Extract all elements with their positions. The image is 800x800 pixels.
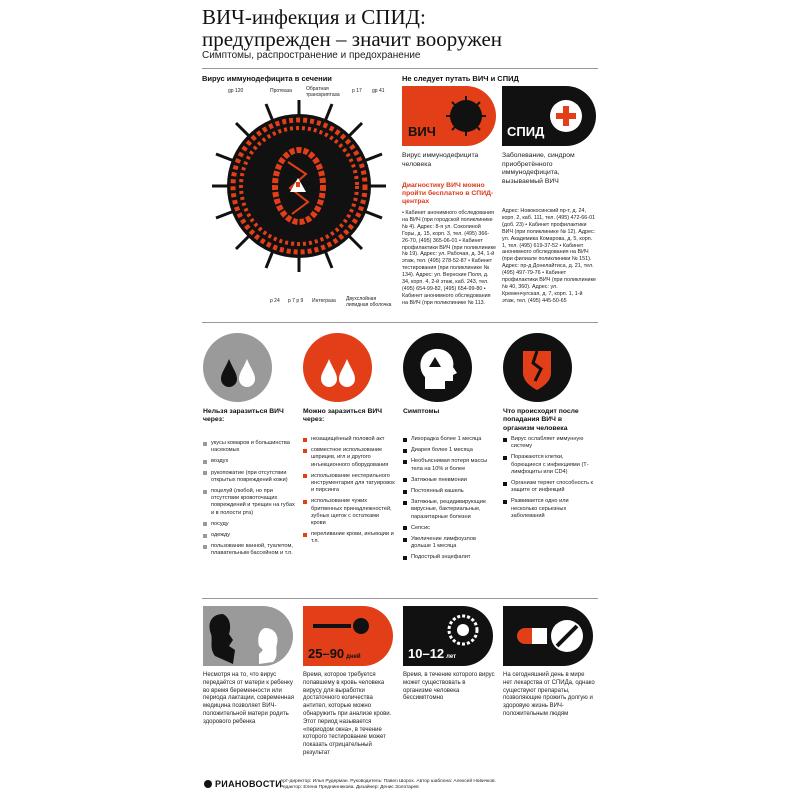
list-item: воздух [203, 458, 295, 465]
test-heading: Диагностику ВИЧ можно пройти бесплатно в СПИД-центрах [402, 182, 494, 206]
logo: РИАНОВОСТИ [204, 779, 282, 789]
years-badge: 10–12 лет [408, 646, 457, 661]
virus-diagram [208, 96, 390, 276]
bottom-text: Время, которое требуется попавшему в кровь человека вирусу для выработки достаточного количества антител, которые можно обнаружить при анализе крови. Этот период называется «периодом окна», в течение которого тестирование может показать отрицательный результат [303, 672, 392, 756]
virus-label: Двухслойная липидная оболочка [346, 296, 392, 308]
list-item: Необъяснимая потеря массы тела на 10% и более [403, 458, 495, 472]
addresses-right: Адрес: Новокосинский пр-т, д. 24, корп. 2, каб. 111, тел. (495) 472-66-01 (доб. 23) • Кабинет профилактики ВИЧ (при поликлинике № 12). Адрес: ул. Академика Комарова, д. 5, корп. 1, тел. (495) 619-37-52 • Кабинет анонимного обследования на ВИЧ (при филиале поликлиники № 151). Адрес: пр-д Донелайтиса, д. 21, тел. (495) 497-79-76 • Кабинет профилактики ВИЧ (при поликлинике № 40, 360). Адрес: ул. Кременчугская, д. 7, корп. 1, 1-й этаж, тел. (495) 445-50-65 [502, 208, 596, 304]
list-item: посуду [203, 521, 295, 528]
head-icon [403, 333, 472, 402]
virus-label: p 17 [352, 88, 362, 94]
list-item: переливание крови, инъекции и т.п. [303, 531, 395, 545]
hiv-label: ВИЧ [408, 124, 436, 139]
list-item: поцелуй (любой, но при отсутствии кровоточащих повреждений и трещин на губах и в полости рта) [203, 488, 295, 517]
list-item: Лихорадка более 1 месяца [403, 436, 495, 443]
symptoms-list [403, 436, 495, 566]
list-item: Увеличение лимфоузлов дольше 1 месяца [403, 536, 495, 550]
divider [202, 598, 598, 599]
list-item: пользование ванной, туалетом, плавательным бассейном и т.п. [203, 543, 295, 557]
virus-label: Протеаза [270, 88, 292, 94]
days-badge: 25–90 дней [308, 646, 361, 661]
list-item: одежду [203, 532, 295, 539]
list-item: использование чужих бритвенных принадлежностей, зубных щеток с остатками крови [303, 498, 395, 527]
list-item: совместное использование шприцев, игл и другого инъекционного оборудования [303, 447, 395, 469]
column-heading: Можно заразиться ВИЧ через: [303, 408, 383, 424]
bottom-text: Несмотря на то, что вирус передаётся от матери к ребенку во время беременности или периода лактации, современная медицина позволяет ВИЧ-положительной матери родить здорового ребенка [203, 672, 294, 725]
cannot-infect-list [203, 440, 295, 562]
credits: Арт-директор: Илья Рудерман. Руководитель: Павел Шорох. Автор шаблона: Алексей Новичков. Редактор: Елена Преднинникова. Дизайнер: Денис Золотарев [280, 779, 496, 790]
progression-list [503, 436, 595, 524]
hiv-description: Вирус иммунодефицита человека [402, 152, 479, 168]
list-item: Диарея более 1 месяца [403, 447, 495, 454]
can-infect-list [303, 436, 395, 550]
list-item: Поражаются клетки, борющиеся с инфекциями (Т-лимфоциты или CD4) [503, 454, 595, 476]
divider [202, 68, 598, 69]
mother-child-card [203, 606, 293, 666]
addresses-left: • Кабинет анонимного обследования на ВИЧ (при городской поликлинике № 4). Адрес: 8-я ул. Соколиной Горы, д. 15, корп. 3, тел. (495) 366-26-70, (495) 365-06-01 • Кабинет профилактики ВИЧ (при поликлинике № 19). Адрес: ул. Рабочая, д. 34, 1-й этаж, тел. (495) 278-52-87 • Кабинет тестирования (при поликлинике № 134). Адрес: ул. Вернские Поля, д. 34, корп. 4, 2-й этаж, каб. 243, тел. (495) 654-99-82, (495) 654-99-80 • Кабинет анонимного обследования на ВИЧ (при поликлинике № 113. [402, 210, 496, 306]
list-item: незащищённый половой акт [303, 436, 395, 443]
drops-red-icon [303, 333, 372, 402]
list-item: Вирус ослабляет иммунную систему [503, 436, 595, 450]
virus-label: gp 41 [372, 88, 385, 94]
list-item: Развивается одно или несколько серьезных заболеваний [503, 498, 595, 520]
list-item: Подострый энцефалит [403, 554, 495, 561]
page-title: ВИЧ-инфекция и СПИД: предупрежден – значит вооружен [202, 5, 503, 51]
virus-heading: Вирус иммунодефицита в сечении [202, 74, 332, 83]
list-item: использование нестерильного инструментария для татуировок и пирсинга [303, 473, 395, 495]
virus-label: Интеграза [312, 298, 336, 304]
list-item: рукопожатие (при отсутствии открытых повреждений кожи) [203, 470, 295, 484]
no-cure-card [503, 606, 593, 666]
list-item: укусы комаров и большинства насекомых [203, 440, 295, 454]
page-subtitle: Симптомы, распространение и предохранение [202, 50, 421, 61]
aids-label: СПИД [507, 124, 545, 139]
compare-heading: Не следует путать ВИЧ и СПИД [402, 74, 519, 83]
virus-label: gp 120 [228, 88, 244, 94]
bottom-text: На сегодняшний день в мире нет лекарства от СПИДа, однако существуют препараты, позволяющие прожить долгую и здоровую жизнь ВИЧ-положительным людям [503, 672, 595, 717]
virus-label: Обратная транскриптаза [306, 86, 340, 98]
divider [202, 322, 598, 323]
list-item: Организм теряет способность к защите от инфекций [503, 480, 595, 494]
list-item: Затяжные, рецидивирующие вирусные, бактериальные, паразитарные болезни [403, 499, 495, 521]
virus-label: p 24 [270, 298, 280, 304]
column-heading: Симптомы [403, 408, 440, 415]
list-item: Сепсис [403, 525, 495, 532]
logo-icon [204, 780, 212, 788]
shield-broken-icon [503, 333, 572, 402]
column-heading: Что происходит после попадания ВИЧ в организм человека [503, 408, 579, 432]
aids-description: Заболевание, синдром приобретённого иммунодефицита, вызываемый ВИЧ [502, 152, 575, 185]
drops-grey-icon [203, 333, 272, 402]
virus-label: p 7 p 9 [288, 298, 304, 304]
column-heading: Нельзя заразиться ВИЧ через: [203, 408, 284, 424]
list-item: Затяжные пневмонии [403, 477, 495, 484]
list-item: Постоянный кашель [403, 488, 495, 495]
bottom-text: Время, в течение которого вирус может существовать в организме человека бессимптомно [403, 672, 495, 702]
